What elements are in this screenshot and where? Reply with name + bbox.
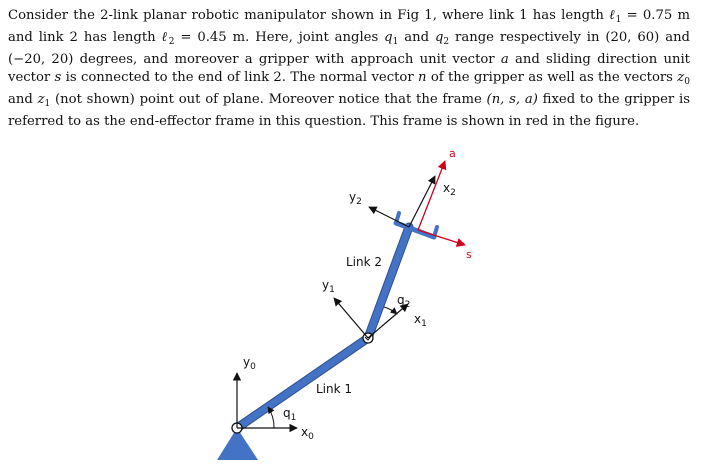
subscript: 1 <box>44 99 51 109</box>
y1-label: $y_1$ <box>322 278 335 295</box>
subscript: 0 <box>684 77 690 87</box>
symbol-a: a <box>500 52 509 67</box>
y0-label: $y_0$ <box>243 355 256 372</box>
text: = 0.75 m and link 2 has length <box>8 8 691 45</box>
x1-label: $x_1$ <box>414 312 427 329</box>
link1-label: Link 1 <box>316 382 353 396</box>
s-label: s <box>466 248 472 261</box>
y1-axis <box>334 298 368 338</box>
symbol-z0: z <box>677 70 685 85</box>
a-vector <box>418 161 445 230</box>
subscript: 1 <box>615 15 622 25</box>
symbol-z1: z <box>37 92 45 107</box>
subscript: 2 <box>168 37 175 47</box>
q2-arc <box>384 307 397 314</box>
symbol-s: s <box>54 70 62 85</box>
symbol-q1: q <box>384 30 393 45</box>
a-label: a <box>449 147 456 160</box>
text: of the gripper as well as the vectors <box>426 70 678 85</box>
text: = 0.45 m. Here, joint angles <box>174 30 385 45</box>
x2-label: $x_2$ <box>443 181 456 198</box>
symbol-q2: q <box>434 30 444 45</box>
subscript: 2 <box>443 37 450 47</box>
q2-label: $q_2$ <box>397 293 411 310</box>
text: range respectively in (20, 60) and (−20, 20) degrees, and moreover a gripper with approach unit vector <box>8 30 690 67</box>
symbol-l2: ℓ <box>161 30 169 45</box>
symbol-l1: ℓ <box>609 8 616 23</box>
q1-label: $q_1$ <box>283 406 297 423</box>
link2-label: Link 2 <box>346 255 383 269</box>
text: is connected to the end of link 2. The normal vector <box>61 70 418 85</box>
text: fixed to the gripper is referred to as the end-effector frame in this question. This frame is shown in red in the figure. <box>8 92 690 129</box>
text: and <box>398 30 435 45</box>
subscript: 1 <box>392 37 399 47</box>
text: (not shown) point out of plane. Moreover notice that the frame <box>50 92 487 107</box>
y2-label: $y_2$ <box>349 190 362 207</box>
text: and sliding direction unit vector <box>8 52 690 85</box>
symbol-n: n <box>417 70 427 85</box>
text: and <box>8 92 38 107</box>
s-vector <box>418 230 465 245</box>
symbol-frame: (n, s, a) <box>486 92 538 107</box>
text: Consider the 2-link planar robotic manipulator shown in Fig 1, where link 1 has length <box>8 8 610 23</box>
y2-axis <box>369 207 409 227</box>
x0-label: $x_0$ <box>301 425 314 442</box>
